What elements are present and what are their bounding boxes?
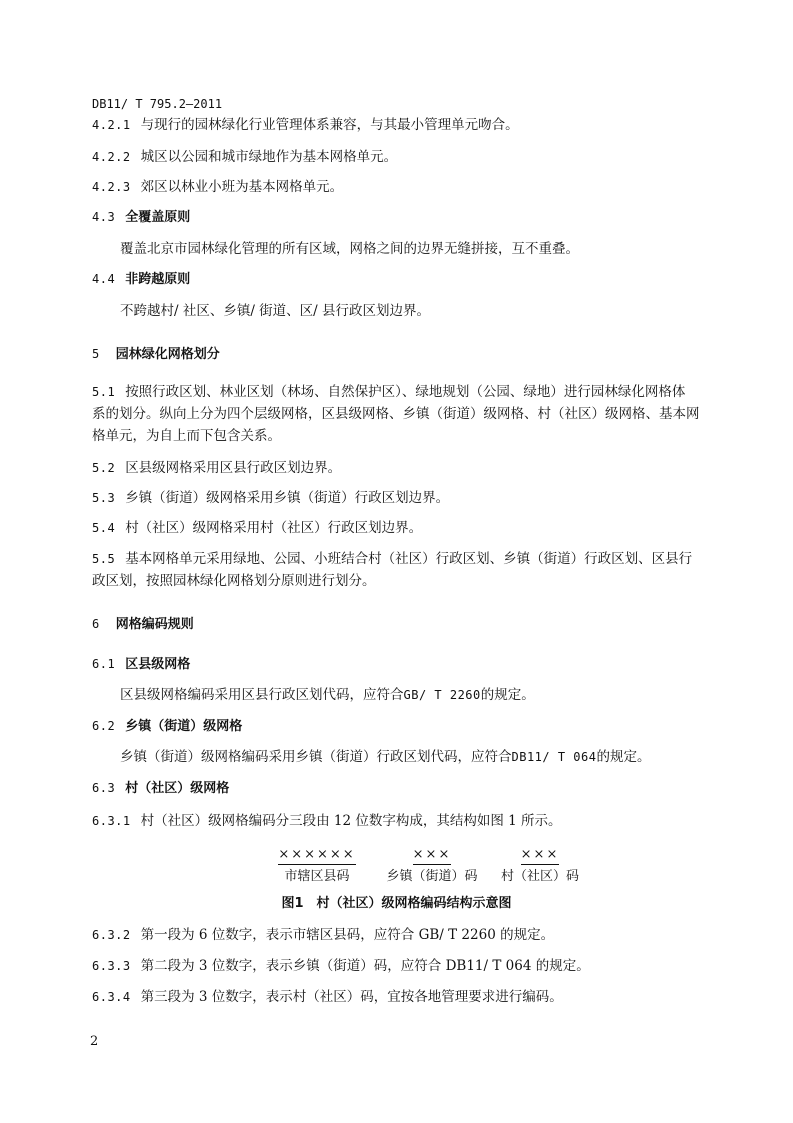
paragraph-text: 的规定。 [480, 687, 535, 703]
figure-segment-village [492, 843, 588, 886]
paragraph [120, 686, 535, 704]
clause-4-2-1 [92, 116, 519, 134]
paragraph [120, 748, 650, 766]
segment-code: ××× [413, 847, 452, 865]
clause-number: 6.3.4 [92, 990, 131, 1004]
clause-text: 系的划分。纵向上分为四个层级网格，区县级网格、乡镇（街道）级网格、村（社区）级网格、基本网 [92, 406, 700, 422]
code-structure-figure [262, 843, 582, 883]
clause-number: 5.2 [92, 461, 116, 475]
clause-text: 按照行政区划、林业区划（林场、自然保护区）、绿地规划（公园、绿地）进行园林绿化网格体 [125, 384, 686, 400]
clause-text: 第二段为 3 位数字，表示乡镇（街道）码，应符合 DB11/ T 064 的规定。 [140, 958, 590, 974]
clause-number: 4.2.1 [92, 118, 131, 132]
segment-label: 乡镇（街道）码 [386, 869, 478, 884]
section-title: 乡镇（街道）级网格 [125, 719, 243, 734]
clause-5-4 [92, 519, 422, 537]
clause-6-3-3 [92, 957, 590, 975]
clause-number: 5.4 [92, 521, 116, 535]
clause-5-3 [92, 489, 449, 507]
section-title: 村（社区）级网格 [125, 781, 230, 796]
section-heading-4-3 [92, 208, 190, 227]
segment-label: 市辖区县码 [284, 869, 350, 884]
page-number: 2 [90, 1034, 99, 1049]
paragraph-text: 乡镇（街道）级网格编码采用乡镇（街道）行政区划代码，应符合 [120, 749, 512, 765]
paragraph-text: 的规定。 [596, 749, 651, 765]
clause-number: 5 [92, 347, 100, 361]
clause-text: 郊区以林业小班为基本网格单元。 [140, 179, 344, 195]
clause-6-3-2 [92, 926, 554, 944]
chapter-heading-6 [92, 615, 194, 634]
clause-number: 6.3.1 [92, 814, 131, 828]
clause-5-2 [92, 459, 341, 477]
chapter-title: 网格编码规则 [115, 617, 194, 632]
document-header-id: DB11/ T 795.2—2011 [92, 97, 223, 111]
clause-5-1-line1 [92, 383, 685, 401]
figure-caption: 图1 村（社区）级网格编码结构示意图 [281, 896, 512, 911]
chapter-heading-5 [92, 345, 220, 364]
section-heading-6-1 [92, 655, 190, 674]
section-heading-6-2 [92, 717, 242, 736]
clause-text: 乡镇（街道）级网格采用乡镇（街道）行政区划边界。 [125, 490, 450, 506]
clause-text: 村（社区）级网格编码分三段由 12 位数字构成，其结构如图 1 所示。 [140, 813, 562, 829]
clause-text: 第三段为 3 位数字，表示村（社区）码，宜按各地管理要求进行编码。 [140, 989, 563, 1005]
clause-number: 4.2.3 [92, 180, 131, 194]
section-heading-6-3 [92, 779, 229, 798]
clause-number: 4.3 [92, 210, 116, 224]
clause-4-2-3 [92, 178, 343, 196]
segment-code: ×××××× [278, 847, 355, 865]
clause-number: 6 [92, 617, 100, 631]
section-heading-4-4 [92, 270, 190, 289]
clause-text: 基本网格单元采用绿地、公园、小班结合村（社区）行政区划、乡镇（街道）行政区划、区县行 [125, 551, 693, 567]
paragraph [120, 240, 579, 258]
clause-text: 区县级网格采用区县行政区划边界。 [125, 460, 342, 476]
clause-text: 村（社区）级网格采用村（社区）行政区划边界。 [125, 520, 423, 536]
clause-6-3-4 [92, 988, 563, 1006]
section-title: 非跨越原则 [125, 272, 191, 287]
clause-number: 6.2 [92, 719, 116, 733]
clause-number: 6.3.2 [92, 928, 131, 942]
figure-segment-district [262, 843, 372, 886]
clause-number: 4.4 [92, 272, 116, 286]
section-title: 区县级网格 [125, 657, 191, 672]
segment-label: 村（社区）码 [500, 869, 579, 884]
standard-code: GB/ T 2260 [403, 688, 481, 702]
clause-number: 6.3 [92, 781, 116, 795]
clause-text: 政区划，按照园林绿化网格划分原则进行划分。 [92, 573, 376, 589]
paragraph-text: 不跨越村/ 社区、乡镇/ 街道、区/ 县行政区划边界。 [120, 303, 431, 319]
clause-6-3-1 [92, 812, 562, 830]
paragraph [120, 302, 430, 320]
clause-text: 城区以公园和城市绿地作为基本网格单元。 [140, 149, 398, 165]
section-title: 全覆盖原则 [125, 210, 191, 225]
figure-segment-town [372, 843, 492, 886]
clause-number: 5.1 [92, 385, 116, 399]
clause-number: 6.1 [92, 657, 116, 671]
clause-5-1-line2 [92, 405, 700, 423]
clause-number: 6.3.3 [92, 959, 131, 973]
clause-number: 5.3 [92, 491, 116, 505]
clause-number: 5.5 [92, 552, 116, 566]
clause-text: 与现行的园林绿化行业管理体系兼容，与其最小管理单元吻合。 [140, 117, 519, 133]
paragraph-text: 区县级网格编码采用区县行政区划代码，应符合 [120, 687, 404, 703]
clause-text: 第一段为 6 位数字，表示市辖区县码，应符合 GB/ T 2260 的规定。 [140, 927, 555, 943]
clause-5-5-line1 [92, 550, 692, 568]
clause-5-5-line2 [92, 572, 376, 590]
clause-4-2-2 [92, 148, 397, 166]
segment-code: ××× [521, 847, 560, 865]
chapter-title: 园林绿化网格划分 [115, 347, 220, 362]
paragraph-text: 覆盖北京市园林绿化管理的所有区域，网格之间的边界无缝拼接，互不重叠。 [120, 241, 579, 257]
clause-5-1-line3 [92, 427, 281, 445]
clause-number: 4.2.2 [92, 150, 131, 164]
standard-code: DB11/ T 064 [511, 750, 597, 764]
clause-text: 格单元，为自上而下包含关系。 [92, 428, 281, 444]
